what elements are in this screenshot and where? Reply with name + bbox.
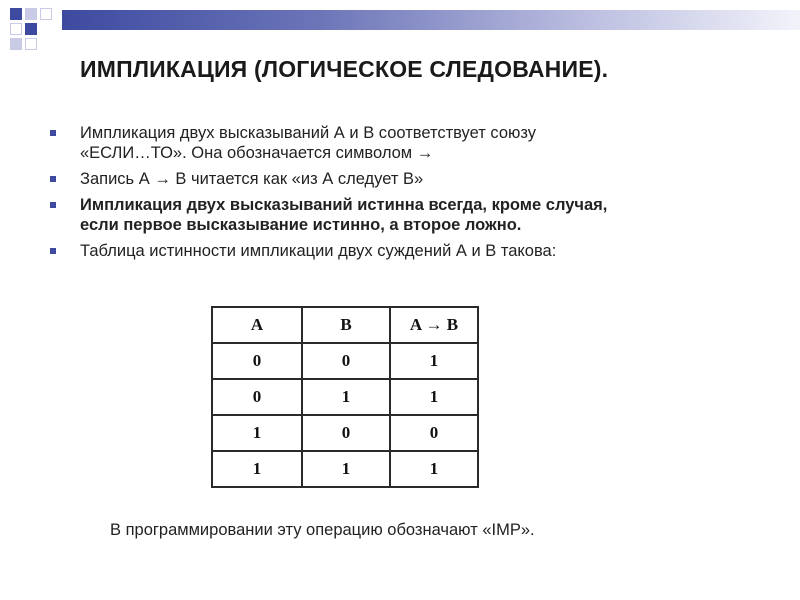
- header-gradient-bar: [62, 10, 800, 30]
- bullet-item: [50, 195, 770, 235]
- table-cell: 1: [390, 451, 478, 487]
- table-cell: 1: [390, 379, 478, 415]
- bullet-text-line: Импликация двух высказываний А и В соответствует союзу: [80, 124, 537, 142]
- table-cell: 1: [212, 415, 302, 451]
- table-cell: 0: [390, 415, 478, 451]
- header-cell: A → B: [390, 307, 478, 343]
- bullet-item: [50, 123, 770, 163]
- bullet-item: [50, 169, 770, 189]
- table-cell: 1: [302, 379, 390, 415]
- bullet-item: [50, 241, 770, 261]
- truth-table: [211, 306, 479, 488]
- table-cell: 1: [390, 343, 478, 379]
- header-cell: A: [212, 307, 302, 343]
- bullet-square-icon: [50, 202, 56, 208]
- table-cell: 0: [212, 343, 302, 379]
- decor-square-filled: [10, 8, 22, 20]
- footer-note: В программировании эту операцию обозначают «IMP».: [110, 521, 535, 539]
- decor-square-filled: [25, 23, 37, 35]
- decor-square-outline: [10, 23, 22, 35]
- bullet-text-line: Таблица истинности импликации двух суждений А и В такова:: [80, 242, 557, 260]
- decor-square-light: [25, 8, 37, 20]
- bullet-square-icon: [50, 176, 56, 182]
- bullet-text-line: «ЕСЛИ…ТО». Она обозначается символом →: [80, 144, 434, 162]
- truth-table-header-row: [212, 307, 478, 343]
- bullet-list: [50, 123, 770, 267]
- bullet-square-icon: [50, 130, 56, 136]
- decor-square-light: [10, 38, 22, 50]
- table-cell: 1: [212, 451, 302, 487]
- table-cell: 1: [302, 451, 390, 487]
- table-row: [212, 343, 478, 379]
- table-row: [212, 379, 478, 415]
- decor-square-outline: [40, 8, 52, 20]
- decor-square-outline: [25, 38, 37, 50]
- bullet-text-line: если первое высказывание истинно, а второе ложно.: [80, 216, 522, 234]
- table-cell: 0: [212, 379, 302, 415]
- table-cell: 0: [302, 415, 390, 451]
- table-cell: 0: [302, 343, 390, 379]
- bullet-text-line: Запись А → В читается как «из А следует В»: [80, 170, 424, 188]
- bullet-text-line: Импликация двух высказываний истинна всегда, кроме случая,: [80, 196, 608, 214]
- slide-title: ИМПЛИКАЦИЯ (ЛОГИЧЕСКОЕ СЛЕДОВАНИЕ).: [80, 56, 609, 82]
- header-cell: B: [302, 307, 390, 343]
- bullet-square-icon: [50, 248, 56, 254]
- table-row: [212, 415, 478, 451]
- table-row: [212, 451, 478, 487]
